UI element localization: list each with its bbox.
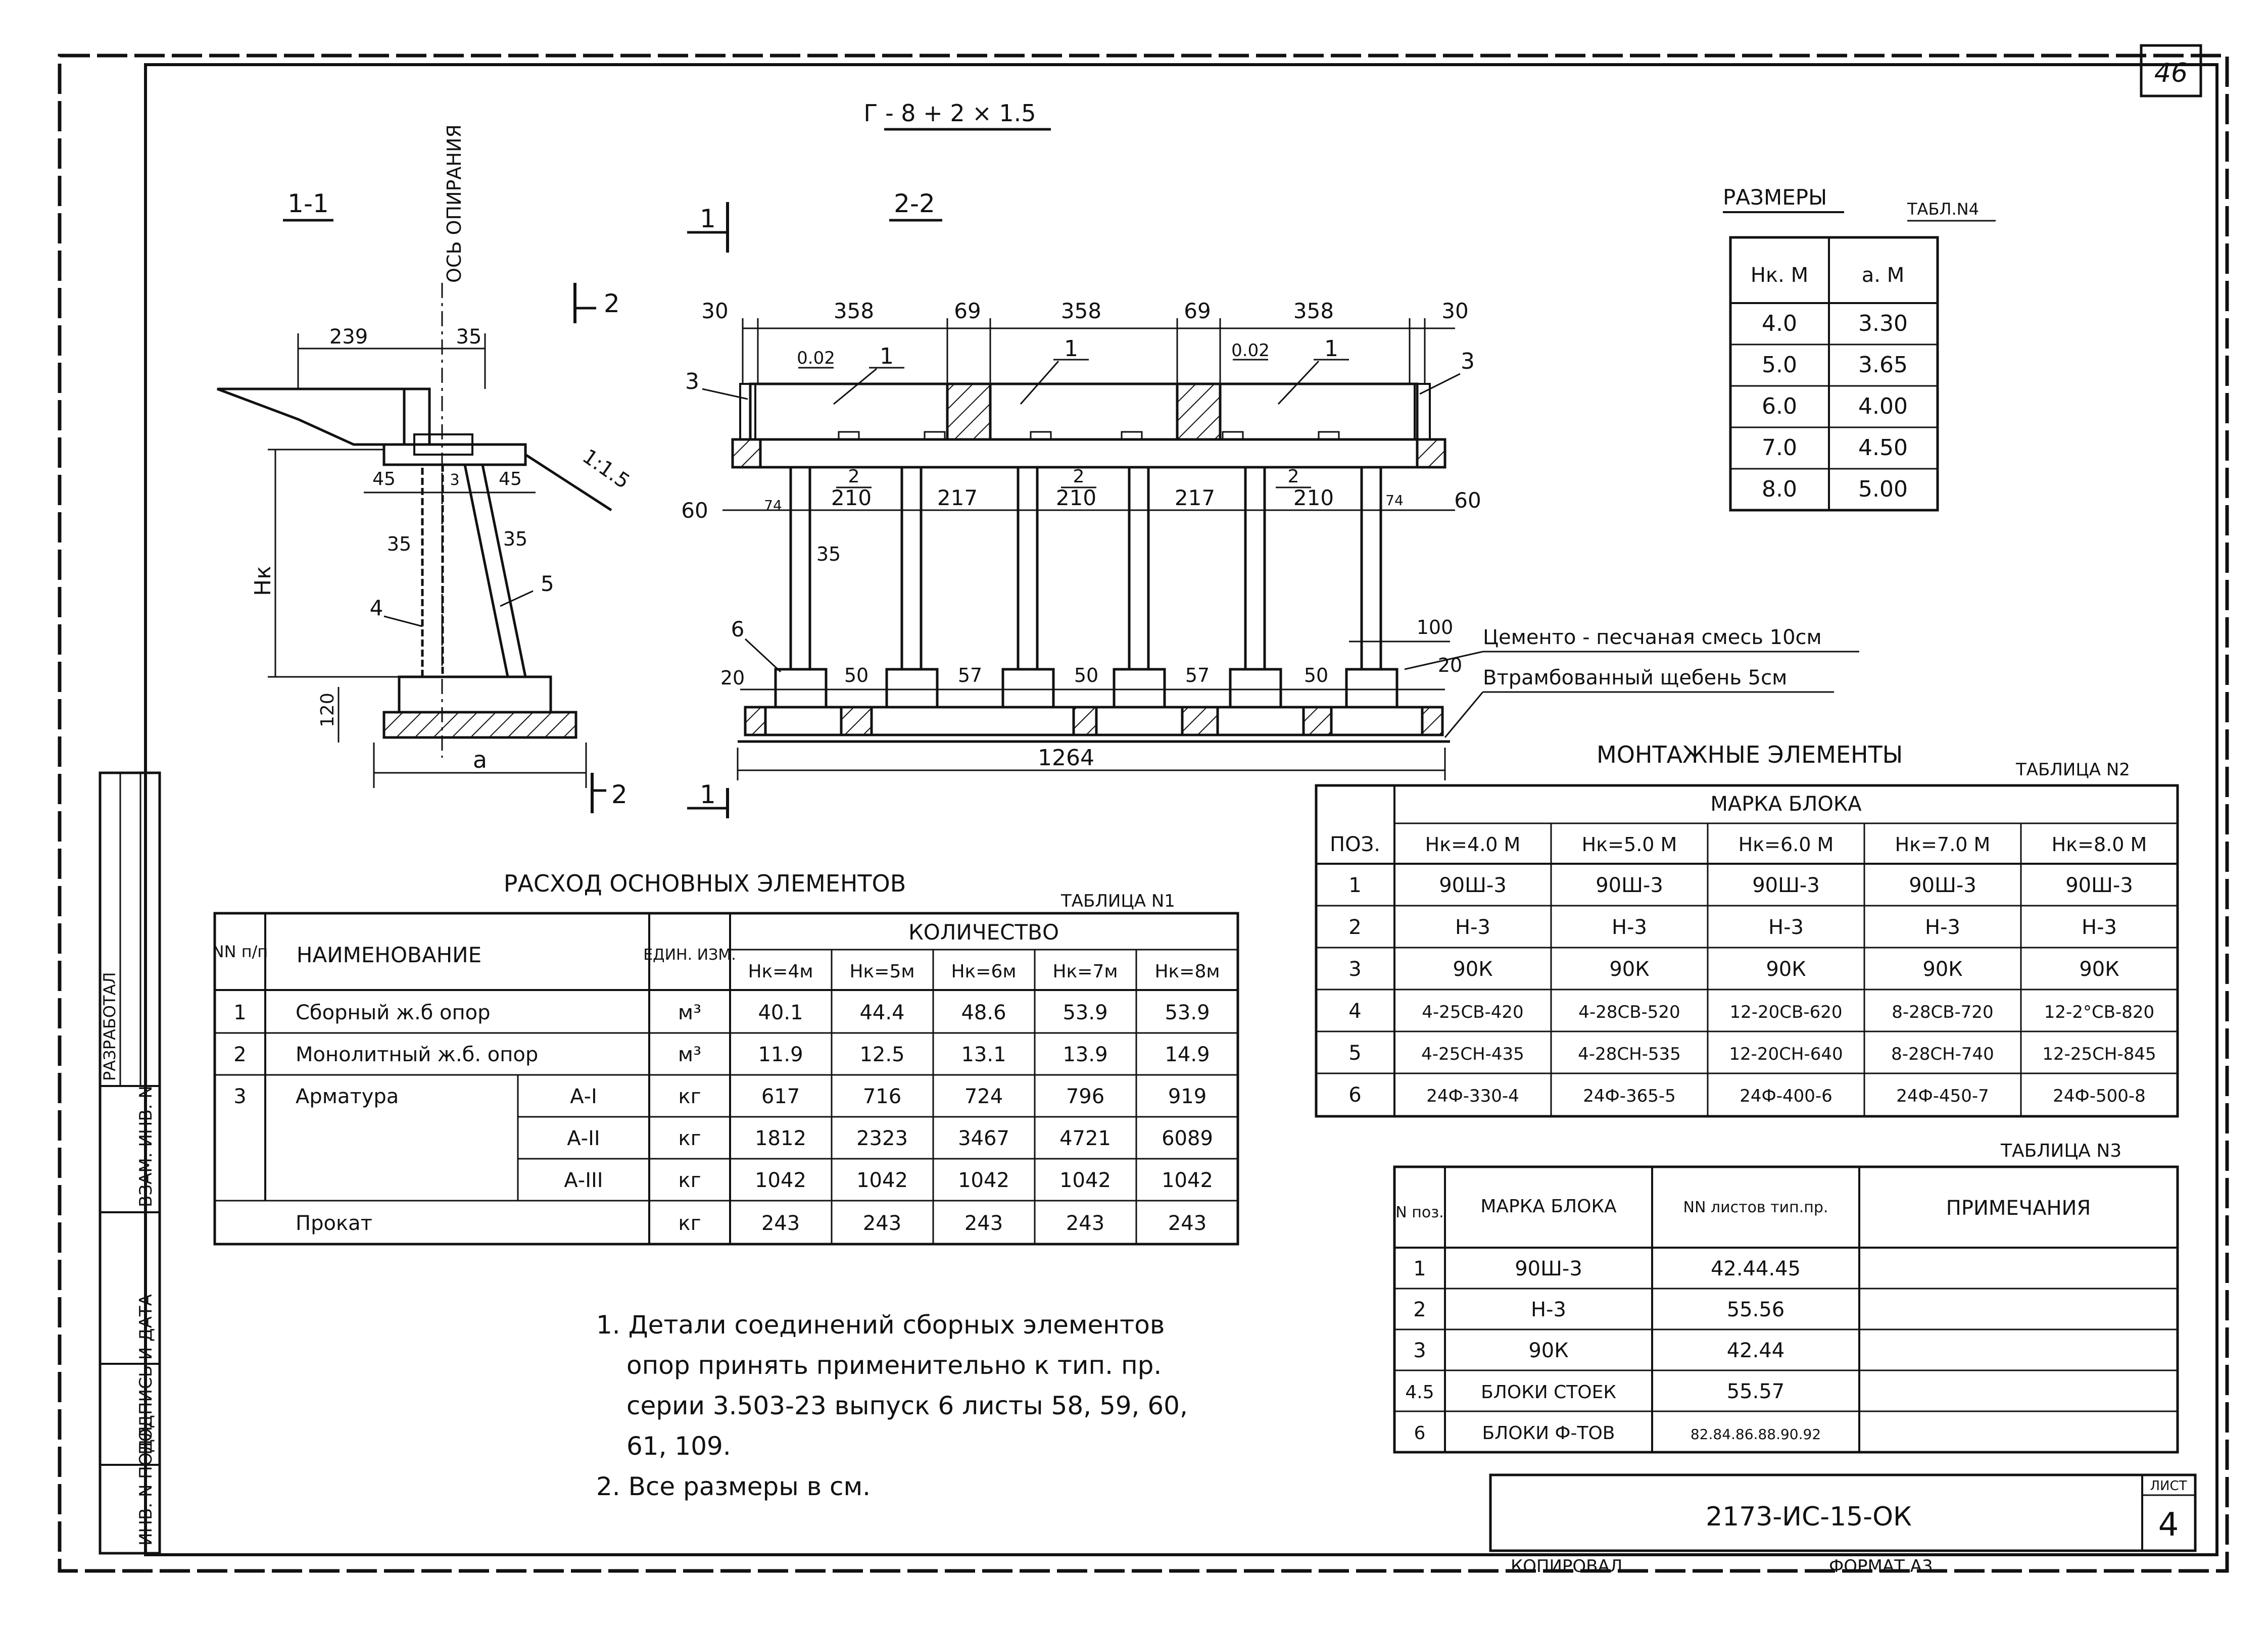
table1-cell: м³ [678, 1043, 702, 1066]
fill-note-2: Втрамбованный щебень 5см [1483, 666, 1788, 689]
slope-mark-left: 0.02 [797, 348, 835, 368]
table-4 [1723, 185, 1996, 510]
table1-h-name: НАИМЕНОВАНИЕ [296, 943, 482, 967]
page-number-box [2141, 45, 2201, 96]
table1-cell: 1042 [1162, 1169, 1213, 1192]
table2-tag: ТАБЛИЦА N2 [2016, 760, 2130, 780]
table1-cell: кг [678, 1169, 701, 1192]
table1-cell: 243 [1066, 1212, 1105, 1235]
callout-6: 6 [731, 617, 745, 641]
table1-cell: 1042 [856, 1169, 908, 1192]
table-2 [1316, 741, 2178, 1116]
table2-cell: 4-25СВ-420 [1422, 1002, 1524, 1022]
top-dim-6: 30 [1441, 299, 1469, 323]
table1-cell: 44.4 [859, 1001, 905, 1024]
table2-cell: 24Ф-500-8 [2053, 1086, 2146, 1106]
table4-cell: 6.0 [1762, 393, 1797, 419]
table2-cell: 90Ш-3 [1439, 874, 1507, 897]
table1-cell: кг [678, 1127, 701, 1150]
format-label: ФОРМАТ А3 [1829, 1556, 1933, 1576]
callout-3-right: 3 [1461, 349, 1475, 374]
table2-cell: Н-3 [1925, 916, 1960, 939]
stamp-podpis-data: ПОДПИСЬ И ДАТА [136, 1294, 156, 1455]
table3-cell: 55.57 [1726, 1380, 1785, 1403]
cut-mark-1-bottom: 1 [700, 780, 716, 809]
table2-cell: 90К [1922, 958, 1963, 981]
table2-cell: 90Ш-3 [1752, 874, 1820, 897]
table3-header: N поз. [1395, 1204, 1444, 1221]
table2-cell: Н-3 [1612, 916, 1647, 939]
drawing-title-text: Г - 8 + 2 × 1.5 [863, 100, 1036, 127]
callout-4: 4 [369, 596, 383, 620]
table4-cell: 7.0 [1762, 435, 1797, 461]
note-line: серии 3.503-23 выпуск 6 листы 58, 59, 60, [626, 1391, 1188, 1420]
table1-cell: 243 [964, 1212, 1003, 1235]
table1-cell: 243 [761, 1212, 800, 1235]
table2-cell: 3 [1348, 958, 1362, 981]
table1-cell: 796 [1066, 1085, 1105, 1108]
table1-qty-header: Нк=6м [951, 961, 1017, 982]
table1-cell: 617 [761, 1085, 800, 1108]
table2-group: МАРКА БЛОКА [1710, 793, 1862, 816]
bottom-dim-1: 50 [844, 664, 869, 686]
table1-cell: 243 [862, 1212, 902, 1235]
stamp-vzam-inv: ВЗАМ. ИНВ. N [136, 1085, 156, 1207]
table2-cell: 12-25СН-845 [2042, 1044, 2156, 1064]
table3-cell: 42.44.45 [1710, 1257, 1801, 1280]
table1-cell: 40.1 [758, 1001, 803, 1024]
span-dim-0: 210 [831, 485, 872, 510]
table3-cell: Н-3 [1531, 1298, 1566, 1321]
table1-cell: 1812 [755, 1127, 806, 1150]
top-dim-2: 69 [954, 299, 981, 323]
table2-cell: Н-3 [1768, 916, 1804, 939]
top-dim-0: 30 [701, 299, 729, 323]
table-1 [212, 870, 1238, 1244]
table2-cell: 90К [1609, 958, 1650, 981]
table1-cell: 11.9 [758, 1043, 803, 1066]
notes [596, 1310, 1188, 1501]
table3-cell: 2 [1413, 1298, 1426, 1321]
table3-cell: 42.44 [1726, 1339, 1785, 1362]
span-dim-2: 210 [1055, 485, 1097, 510]
table1-cell: А-I [570, 1085, 597, 1108]
dim-100: 100 [1416, 616, 1454, 638]
table3-cell: 3 [1413, 1339, 1426, 1362]
bottom-dim-6: 20 [1437, 654, 1463, 676]
table2-cell: 12-2°СВ-820 [2044, 1002, 2155, 1022]
table1-cell: А-III [564, 1169, 603, 1192]
table2-title: МОНТАЖНЫЕ ЭЛЕМЕНТЫ [1597, 741, 1903, 768]
table2-cell: 12-20СН-640 [1729, 1044, 1843, 1064]
table1-cell: м³ [678, 1001, 702, 1024]
table1-cell: 716 [862, 1085, 902, 1108]
table1-cell: 12.5 [859, 1043, 905, 1066]
table4-header-hk: Нк. М [1750, 264, 1809, 287]
table1-cell: Монолитный ж.б. опор [296, 1043, 539, 1066]
table2-cell: 4-28СН-535 [1578, 1044, 1681, 1064]
table1-cell: 14.9 [1165, 1043, 1210, 1066]
sheet-label: ЛИСТ [2150, 1478, 2187, 1494]
table3-cell: БЛОКИ СТОЕК [1481, 1382, 1616, 1403]
table2-cell: 4-28СВ-520 [1578, 1002, 1680, 1022]
small-dim-left: 74 [764, 497, 782, 514]
table1-cell: 53.9 [1063, 1001, 1108, 1024]
table1-cell: Прокат [296, 1212, 372, 1235]
stamp-inv-podl: ИНВ. N ПОДЛ. [136, 1420, 156, 1546]
table2-cell: 90К [1766, 958, 1806, 981]
table1-cell: 1042 [1059, 1169, 1111, 1192]
dim-hk: Нк [250, 566, 276, 596]
total-dim: 1264 [1038, 745, 1094, 771]
table2-cell: 4 [1348, 1000, 1362, 1023]
table2-cell: Н-3 [1455, 916, 1490, 939]
callout-1c: 1 [1324, 336, 1338, 362]
callout-1a: 1 [880, 343, 894, 369]
table2-cell: 90Ш-3 [1596, 874, 1663, 897]
table3-tag: ТАБЛИЦА N3 [2001, 1141, 2122, 1161]
section-2-label: 2-2 [894, 189, 935, 218]
table1-cell: 13.9 [1063, 1043, 1108, 1066]
bottom-dim-5: 50 [1304, 664, 1329, 686]
table4-cell: 3.30 [1858, 311, 1908, 336]
dim-35-top: 35 [456, 325, 482, 349]
cut-mark-2-bottom: 2 [611, 780, 628, 809]
table2-header: Нк=6.0 М [1738, 833, 1834, 856]
table2-header: Нк=8.0 М [2051, 833, 2147, 856]
table1-qty-header: Нк=4м [748, 961, 813, 982]
table2-header: Нк=4.0 М [1425, 833, 1521, 856]
dim-35-col: 35 [387, 533, 412, 555]
note-line: опор принять применительно к тип. пр. [626, 1351, 1162, 1380]
table1-cell: 53.9 [1165, 1001, 1210, 1024]
table3-cell: 1 [1413, 1257, 1426, 1280]
dim-120: 120 [317, 693, 338, 727]
dim-35-slope: 35 [503, 528, 528, 550]
table1-cell: кг [678, 1212, 701, 1235]
table4-header-a: а. М [1861, 264, 1905, 287]
note-line: 61, 109. [626, 1431, 731, 1461]
table4-cell: 4.00 [1858, 393, 1908, 419]
top-dim-3: 358 [1060, 299, 1102, 323]
table2-cell: 90Ш-3 [1909, 874, 1976, 897]
drawing-code: 2173-ИС-15-ОК [1706, 1502, 1912, 1532]
callout-3-left: 3 [685, 369, 699, 394]
table1-cell: Сборный ж.б опор [296, 1001, 491, 1024]
table1-qty-header: Нк=7м [1052, 961, 1118, 982]
dim-239: 239 [329, 325, 368, 349]
table2-cell: 6 [1348, 1083, 1362, 1107]
table1-h-num: NN п/п [212, 942, 268, 961]
table4-cell: 5.00 [1858, 476, 1908, 502]
table3-cell: 55.56 [1726, 1298, 1785, 1321]
table2-cell: 90К [2079, 958, 2119, 981]
table2-cell: 90Ш-3 [2065, 874, 2133, 897]
note-line: 1. Детали соединений сборных элементов [596, 1310, 1165, 1340]
top-dim-1: 358 [833, 299, 875, 323]
slope-label: 1:1.5 [578, 445, 634, 494]
side-stamp [100, 773, 160, 1553]
table4-cell: 3.65 [1858, 352, 1908, 378]
section-1-1 [217, 124, 634, 813]
top-dim-4: 69 [1184, 299, 1211, 323]
table4-tag: ТАБЛ.N4 [1907, 200, 1979, 219]
drawing-title [863, 100, 1051, 129]
table1-cell: 1042 [958, 1169, 1009, 1192]
stamp-razrabotal: РАЗРАБОТАЛ [100, 972, 119, 1081]
dim-45-right: 45 [499, 469, 522, 489]
page-number: 46 [2154, 58, 2188, 88]
span-dim-4: 210 [1293, 485, 1334, 510]
bottom-dim-4: 57 [1185, 664, 1210, 686]
table1-qty-header: Нк=5м [849, 961, 915, 982]
table2-cell: 1 [1348, 874, 1362, 897]
table4-cell: 4.0 [1762, 311, 1797, 336]
table1-cell: 13.1 [961, 1043, 1006, 1066]
table3-header: МАРКА БЛОКА [1480, 1196, 1617, 1217]
table1-cell: 4721 [1059, 1127, 1111, 1150]
table4-cell: 5.0 [1762, 352, 1797, 378]
table1-cell: Арматура [296, 1085, 399, 1108]
table1-cell: кг [678, 1085, 701, 1108]
dim-a: a [472, 746, 488, 773]
table1-tag: ТАБЛИЦА N1 [1061, 891, 1175, 911]
table1-cell: 1042 [755, 1169, 806, 1192]
note-line: 2. Все размеры в см. [596, 1472, 871, 1501]
table2-cell: 4-25СН-435 [1421, 1044, 1524, 1064]
col-dim-35: 35 [816, 543, 841, 565]
table1-qty-header: Нк=8м [1154, 961, 1220, 982]
callout-1b: 1 [1064, 336, 1078, 362]
fill-note-1: Цементо - песчаная смесь 10см [1483, 626, 1822, 649]
table2-cell: 24Ф-400-6 [1740, 1086, 1832, 1106]
table1-cell: 2323 [856, 1127, 908, 1150]
table2-header: Нк=7.0 М [1895, 833, 1991, 856]
table1-title: РАСХОД ОСНОВНЫХ ЭЛЕМЕНТОВ [503, 870, 906, 897]
bottom-dim-2: 57 [957, 664, 983, 686]
table1-cell: 919 [1168, 1085, 1207, 1108]
table2-cell: 24Ф-330-4 [1426, 1086, 1519, 1106]
table3-cell: 6 [1414, 1423, 1426, 1444]
table1-cell: 3467 [958, 1127, 1009, 1150]
dim-45-left: 45 [372, 469, 396, 489]
table2-header: Нк=5.0 М [1581, 833, 1677, 856]
bottom-dim-0: 20 [720, 667, 745, 689]
table3-cell: 82.84.86.88.90.92 [1690, 1426, 1821, 1443]
table1-cell: 243 [1168, 1212, 1207, 1235]
table2-cell: 24Ф-450-7 [1896, 1086, 1989, 1106]
bottom-dim-3: 50 [1074, 664, 1099, 686]
table2-cell: 90К [1453, 958, 1493, 981]
table3-header: ПРИМЕЧАНИЯ [1946, 1197, 2091, 1220]
cut-mark-2-top: 2 [604, 289, 620, 318]
slope-mark-right: 0.02 [1231, 340, 1270, 361]
table4-cell: 4.50 [1858, 435, 1908, 461]
span-mark-0: 2 [848, 466, 860, 487]
cut-mark-1-top: 1 [700, 204, 716, 233]
table1-cell: 2 [233, 1043, 247, 1066]
table2-cell: Н-3 [2082, 916, 2117, 939]
edge-dim-left: 60 [681, 498, 708, 523]
table1-cell: 6089 [1162, 1127, 1213, 1150]
table1-cell: 1 [233, 1001, 247, 1024]
span-dim-3: 217 [1174, 485, 1216, 510]
table4-title: РАЗМЕРЫ [1723, 185, 1827, 210]
dim-3: 3 [450, 471, 460, 489]
table2-cell: 8-28СН-740 [1891, 1044, 1994, 1064]
span-dim-1: 217 [937, 485, 978, 510]
callout-5: 5 [541, 571, 554, 596]
table3-cell: 90К [1528, 1339, 1569, 1362]
table2-cell: 24Ф-365-5 [1583, 1086, 1676, 1106]
edge-dim-right: 60 [1454, 488, 1481, 513]
span-mark-2: 2 [1287, 466, 1299, 487]
small-dim-right: 74 [1385, 492, 1404, 509]
table2-pos: ПОЗ. [1330, 833, 1380, 856]
table1-cell: 48.6 [961, 1001, 1006, 1024]
table3-cell: 4.5 [1405, 1382, 1434, 1403]
table2-cell: 5 [1348, 1042, 1362, 1065]
axis-label: ОСЬ ОПИРАНИЯ [443, 124, 465, 283]
title-block [1490, 1475, 2195, 1576]
section-2-2 [681, 189, 1859, 818]
table3-cell: 90Ш-3 [1515, 1257, 1582, 1280]
span-mark-1: 2 [1073, 466, 1085, 487]
table1-cell: А-II [567, 1127, 600, 1150]
table2-cell: 8-28СВ-720 [1892, 1002, 1994, 1022]
table2-cell: 2 [1348, 916, 1362, 939]
sheet-number: 4 [2158, 1506, 2179, 1544]
table2-cell: 12-20СВ-620 [1729, 1002, 1843, 1022]
table1-cell: 724 [964, 1085, 1003, 1108]
section-1-label: 1-1 [287, 189, 329, 218]
table-3 [1394, 1141, 2178, 1452]
table1-h-qty: КОЛИЧЕСТВО [908, 920, 1059, 945]
table1-cell: 3 [233, 1085, 247, 1108]
table4-cell: 8.0 [1762, 476, 1797, 502]
top-dim-5: 358 [1293, 299, 1334, 323]
table3-cell: БЛОКИ Ф-ТОВ [1482, 1423, 1615, 1444]
copied-label: КОПИРОВАЛ [1511, 1556, 1623, 1576]
table1-h-unit: ЕДИН. ИЗМ. [643, 946, 736, 964]
table3-header: NN листов тип.пр. [1683, 1199, 1828, 1216]
